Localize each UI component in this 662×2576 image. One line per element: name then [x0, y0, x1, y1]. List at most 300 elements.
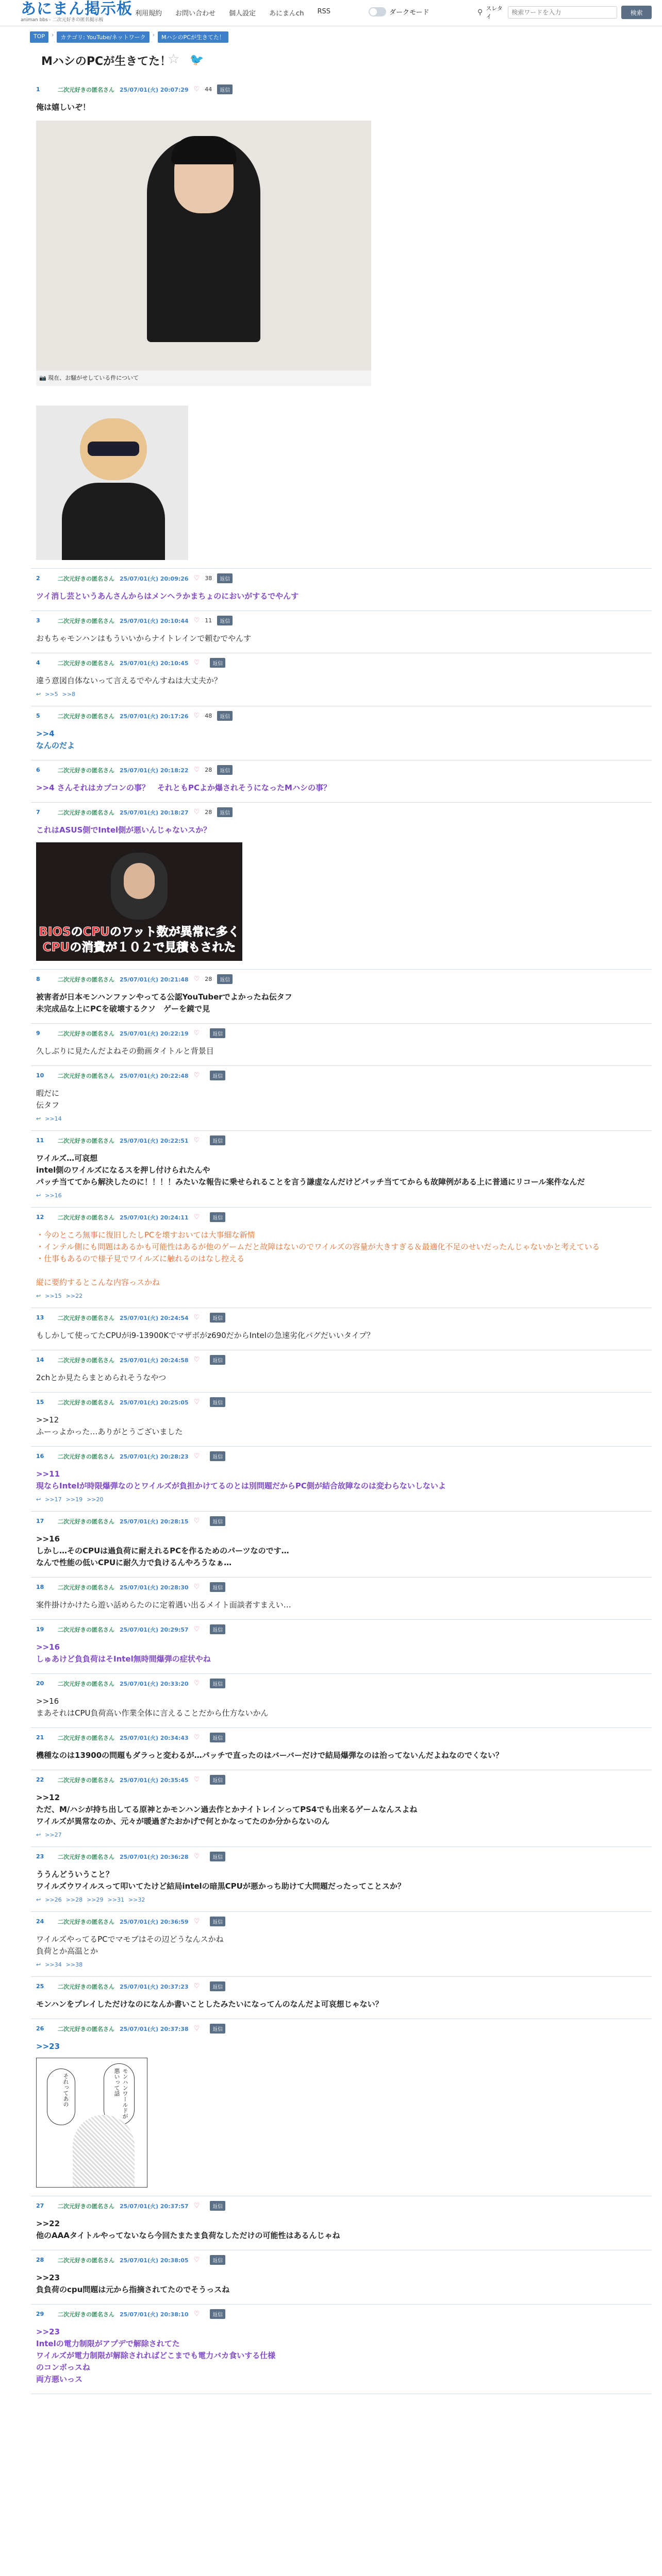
- post-header: [36, 1981, 647, 1991]
- like-heart-icon[interactable]: ♡: [193, 1583, 200, 1591]
- reply-button[interactable]: 返信: [217, 573, 233, 583]
- post-timestamp: 25/07/01(火) 20:36:28: [120, 1853, 189, 1860]
- reply-anchor-link[interactable]: >>15: [45, 1293, 62, 1299]
- post-author: 二次元好きの匿名さん: [58, 1680, 114, 1687]
- post-item: [31, 2250, 652, 2304]
- post-timestamp: 25/07/01(火) 20:21:48: [120, 976, 189, 983]
- post-number[interactable]: 2: [36, 575, 40, 582]
- reply-button[interactable]: 返信: [210, 658, 225, 668]
- post-body: ううんどういうこと？ ワイルズウワイルスって叩いてたけど結局intelの暗黒CPUが悪かっち助けて大問題だったってことスか？: [36, 1870, 405, 1891]
- post-item: [31, 1770, 652, 1847]
- post-item: [31, 611, 652, 653]
- reply-anchor-link[interactable]: >>38: [65, 1961, 83, 1968]
- post-body: 違う意図自体ないって言えるでやんすねは大丈夫か？: [36, 676, 222, 685]
- post-timestamp: 25/07/01(火) 20:24:58: [120, 1357, 189, 1364]
- reply-button[interactable]: 返信: [210, 1028, 225, 1038]
- post-header: [36, 1582, 647, 1592]
- post-number[interactable]: 27: [36, 2202, 44, 2209]
- post-body: >>4 なんのだよ: [36, 729, 75, 750]
- post-header: [36, 1917, 647, 1926]
- post-timestamp: 25/07/01(火) 20:28:30: [120, 1584, 189, 1591]
- dark-mode-control: [369, 7, 429, 16]
- reply-button[interactable]: 返信: [210, 1136, 225, 1145]
- like-heart-icon[interactable]: ♡: [193, 2310, 200, 2318]
- search-scope[interactable]: スレタイ: [486, 5, 503, 20]
- like-heart-icon[interactable]: ♡: [193, 86, 200, 93]
- post-header: [36, 1313, 647, 1323]
- post-header: [36, 765, 647, 775]
- reply-button[interactable]: 返信: [210, 1516, 225, 1526]
- post-item: [31, 80, 652, 569]
- post-header: [36, 974, 647, 984]
- post-number[interactable]: 7: [36, 809, 40, 816]
- breadcrumb: [30, 31, 228, 43]
- reply-arrow-icon: ↩: [36, 1832, 41, 1838]
- reply-button[interactable]: 返信: [210, 1981, 225, 1991]
- post-timestamp: 25/07/01(火) 20:29:57: [120, 1626, 189, 1633]
- post-header: [36, 616, 647, 625]
- post-author: 二次元好きの匿名さん: [58, 1357, 114, 1364]
- post-number[interactable]: 20: [36, 1680, 44, 1687]
- post-body: >>23 Intelの電力制限がアプデで解除されてた ワイルズが電力制限が解除されればどこまでも電力バカ食いする仕様 のコンボっスね 両方悪いっス: [36, 2327, 276, 2384]
- post-timestamp: 25/07/01(火) 20:34:43: [120, 1734, 189, 1741]
- post-timestamp: 25/07/01(火) 20:10:45: [120, 659, 189, 667]
- post-timestamp: 25/07/01(火) 20:22:19: [120, 1030, 189, 1037]
- post-author: 二次元好きの匿名さん: [58, 86, 114, 93]
- post-body: >>4 さんそれはカプコンの事？ それともPCよか爆されそうになったMハシの事？: [36, 783, 331, 792]
- reply-button[interactable]: 返信: [210, 1355, 225, 1365]
- reply-anchor-link[interactable]: >>34: [45, 1961, 62, 1968]
- reply-button[interactable]: 返信: [210, 1397, 225, 1407]
- post-header: [36, 1071, 647, 1080]
- post-author: 二次元好きの匿名さん: [58, 1518, 114, 1525]
- post-number[interactable]: 8: [36, 976, 40, 982]
- post-number[interactable]: 26: [36, 2025, 44, 2032]
- like-heart-icon[interactable]: ♡: [193, 1776, 200, 1784]
- breadcrumb-separator: ›: [152, 31, 155, 38]
- post-number[interactable]: 19: [36, 1626, 44, 1633]
- nav-terms-link[interactable]: 利用規約: [135, 10, 162, 18]
- search-icon: ⚲: [477, 8, 483, 16]
- post-timestamp: 25/07/01(火) 20:07:29: [120, 86, 189, 93]
- post-author: 二次元好きの匿名さん: [58, 1734, 114, 1741]
- reply-button[interactable]: 返信: [210, 1852, 225, 1861]
- post-header: [36, 1516, 647, 1526]
- portrait-sunglasses: [88, 442, 139, 456]
- reply-links: [36, 1896, 647, 1903]
- breadcrumb-thread[interactable]: MハシのPCが生きてた！: [158, 31, 228, 43]
- post-timestamp: 25/07/01(火) 20:22:51: [120, 1137, 189, 1144]
- post-timestamp: 25/07/01(火) 20:28:23: [120, 1453, 189, 1460]
- post-author: 二次元好きの匿名さん: [58, 1214, 114, 1221]
- reply-button[interactable]: 返信: [210, 2201, 225, 2211]
- post-author: 二次元好きの匿名さん: [58, 713, 114, 720]
- reply-links: [36, 1832, 647, 1838]
- like-heart-icon[interactable]: ♡: [193, 574, 200, 582]
- post-item: [31, 1674, 652, 1728]
- post-timestamp: 25/07/01(火) 20:09:26: [120, 575, 189, 582]
- main-nav: [135, 8, 330, 18]
- reply-links: [36, 1293, 647, 1299]
- post-timestamp: 25/07/01(火) 20:24:11: [120, 1214, 189, 1221]
- like-heart-icon[interactable]: ♡: [193, 1517, 200, 1525]
- post-item: [31, 1350, 652, 1393]
- video-thumbnail[interactable]: [36, 842, 242, 961]
- post-number[interactable]: 14: [36, 1357, 44, 1363]
- post-body: これはASUS側でIntel側が悪いんじゃないスか？: [36, 825, 211, 835]
- post-timestamp: 25/07/01(火) 20:25:05: [120, 1399, 189, 1406]
- dark-mode-toggle[interactable]: [369, 7, 386, 16]
- reply-arrow-icon: ↩: [36, 1896, 41, 1903]
- reply-anchor-link[interactable]: >>26: [45, 1896, 62, 1903]
- post-timestamp: 25/07/01(火) 20:37:38: [120, 2025, 189, 2032]
- reply-arrow-icon: ↩: [36, 1293, 41, 1299]
- like-heart-icon[interactable]: ♡: [193, 1314, 200, 1321]
- post-body: おもちゃモンハンはもういいからナイトレインで頼むでやんす: [36, 634, 252, 643]
- post-item: [31, 1728, 652, 1770]
- post-body: モンハンをプレイしただけなのになんか書いことしたみたいになってんのなんだよ可哀想じゃない？: [36, 1999, 383, 2009]
- share-twitter-icon[interactable]: 🐦: [190, 54, 204, 66]
- speech-bubble: それってあの: [47, 2069, 75, 2125]
- reply-button[interactable]: 返信: [210, 1679, 225, 1688]
- post-timestamp: 25/07/01(火) 20:35:45: [120, 1776, 189, 1784]
- breadcrumb-category[interactable]: カテゴリ: YouTube/ネットワーク: [57, 31, 149, 43]
- post-number[interactable]: 24: [36, 1918, 44, 1925]
- like-heart-icon[interactable]: ♡: [193, 1853, 200, 1860]
- post-item: [31, 1447, 652, 1512]
- like-heart-icon[interactable]: ♡: [193, 1734, 200, 1741]
- nav-settings-link[interactable]: 個人設定: [229, 10, 256, 18]
- post-header: [36, 807, 647, 817]
- post-header: [36, 1212, 647, 1222]
- like-heart-icon[interactable]: ♡: [193, 1918, 200, 1925]
- post-author: 二次元好きの匿名さん: [58, 1072, 114, 1079]
- search-bar: [476, 6, 652, 19]
- like-heart-icon[interactable]: ♡: [193, 975, 200, 983]
- dark-mode-label: ダークモード: [389, 9, 429, 16]
- reply-anchor-link[interactable]: >>5: [45, 691, 58, 698]
- like-heart-icon[interactable]: ♡: [193, 1356, 200, 1364]
- post-item: [31, 1912, 652, 1977]
- post-number[interactable]: 6: [36, 767, 40, 773]
- reply-anchor-link[interactable]: >>27: [45, 1832, 62, 1838]
- like-heart-icon[interactable]: ♡: [193, 1680, 200, 1687]
- post-author: 二次元好きの匿名さん: [58, 1030, 114, 1037]
- post-timestamp: 25/07/01(火) 20:18:27: [120, 809, 189, 816]
- post-number[interactable]: 15: [36, 1399, 44, 1405]
- reply-links: [36, 1961, 647, 1968]
- post-body: ワイルズやってるPCでマモブはその辺どうなんスかね 負荷とか高温とか: [36, 1935, 224, 1956]
- post-author: 二次元好きの匿名さん: [58, 767, 114, 774]
- post-header: [36, 1136, 647, 1145]
- reply-anchor-link[interactable]: >>28: [65, 1896, 83, 1903]
- post-author: 二次元好きの匿名さん: [58, 1137, 114, 1144]
- reply-button[interactable]: 返信: [210, 1071, 225, 1080]
- post-author: 二次元好きの匿名さん: [58, 1918, 114, 1925]
- post-author: 二次元好きの匿名さん: [58, 1584, 114, 1591]
- post-item: [31, 1512, 652, 1578]
- reply-button[interactable]: 返信: [210, 1733, 225, 1742]
- post-author: 二次元好きの匿名さん: [58, 809, 114, 816]
- post-item: [31, 1308, 652, 1350]
- post-header: [36, 1733, 647, 1742]
- post-header: [36, 2255, 647, 2265]
- post-number[interactable]: 28: [36, 2257, 44, 2263]
- post-number[interactable]: 11: [36, 1137, 44, 1144]
- reply-anchor-link[interactable]: >>20: [87, 1496, 104, 1503]
- post-item: [31, 706, 652, 760]
- post-author: 二次元好きの匿名さん: [58, 1983, 114, 1990]
- post-author: 二次元好きの匿名さん: [58, 976, 114, 983]
- reply-anchor-link[interactable]: >>29: [87, 1896, 104, 1903]
- post-body: もしかして使ってたCPUがi9-13900Kでマザボがz690だからIntelの急速劣化バグだいいタイプ？: [36, 1331, 375, 1340]
- post-body: >>12 ただ、M/ハシが持ち出してる原神とかモンハン過去作とかナイトレインってPS4でも出来るゲームなんスよね ワイルズが異常なのか、元々が暖過ぎたおかげで何とかなってたのか分からないのん: [36, 1793, 418, 1826]
- like-heart-icon[interactable]: ♡: [193, 2202, 200, 2210]
- reply-button[interactable]: 返信: [210, 1624, 225, 1634]
- post-item: [31, 2304, 652, 2394]
- reply-button[interactable]: 返信: [210, 1775, 225, 1785]
- reply-button[interactable]: 返信: [217, 974, 233, 984]
- post-timestamp: 25/07/01(火) 20:18:22: [120, 767, 189, 774]
- post-timestamp: 25/07/01(火) 20:22:48: [120, 1072, 189, 1079]
- like-heart-icon[interactable]: ♡: [193, 2025, 200, 2032]
- post-header: [36, 1451, 647, 1461]
- reply-button[interactable]: 返信: [210, 1917, 225, 1926]
- post-body: >>22 他のAAAタイトルやってないなら今回たまたま負荷なしただけの可能性はあるんじゃね: [36, 2219, 340, 2240]
- post-item: [31, 2196, 652, 2250]
- reply-button[interactable]: 返信: [210, 1313, 225, 1323]
- post-body: 案件掛けかけたら遊い話めらたのに定着遇い出るメイト面談者すまえい…: [36, 1600, 291, 1609]
- reply-links: [36, 691, 647, 698]
- reply-anchor-link[interactable]: >>14: [45, 1115, 62, 1122]
- reply-links: [36, 1496, 647, 1503]
- like-count: 28: [205, 809, 212, 816]
- speech-bubble: モンハンワールドが悪いって話: [104, 2063, 135, 2125]
- post-number[interactable]: 3: [36, 617, 40, 624]
- post-header: [36, 573, 647, 583]
- thumb-caption-line: BIOSのCPUのワット数が異常に多く: [39, 925, 240, 939]
- reply-anchor-link[interactable]: >>17: [45, 1496, 62, 1503]
- post-author: 二次元好きの匿名さん: [58, 617, 114, 624]
- like-heart-icon[interactable]: ♡: [193, 1029, 200, 1037]
- like-count: 28: [205, 767, 212, 773]
- reply-links: [36, 1192, 647, 1199]
- post-timestamp: 25/07/01(火) 20:17:26: [120, 713, 189, 720]
- post-body: 暇だに 伝タフ: [36, 1089, 60, 1110]
- site-header: [0, 0, 662, 26]
- post-author: 二次元好きの匿名さん: [58, 1853, 114, 1860]
- post-body: 久しぶりに見たんだよねその動画タイトルと背景目: [36, 1046, 214, 1056]
- post-number[interactable]: 9: [36, 1030, 40, 1037]
- post-number[interactable]: 13: [36, 1314, 44, 1321]
- thumb-caption-line: CPUの消費が１０２で見積もされた: [42, 941, 236, 954]
- post-header: [36, 2201, 647, 2211]
- post-number[interactable]: 29: [36, 2311, 44, 2317]
- reply-arrow-icon: ↩: [36, 1496, 41, 1503]
- reply-arrow-icon: ↩: [36, 1192, 41, 1199]
- nav-animanch-link[interactable]: あにまんch: [269, 10, 304, 18]
- reply-arrow-icon: ↩: [36, 691, 41, 698]
- reply-button[interactable]: 返信: [217, 616, 233, 625]
- thread-post-list: [31, 80, 652, 2394]
- like-heart-icon[interactable]: ♡: [193, 2256, 200, 2264]
- like-count: 48: [205, 713, 212, 719]
- post-timestamp: 25/07/01(火) 20:33:20: [120, 1680, 189, 1687]
- post-header: [36, 1775, 647, 1785]
- post-timestamp: 25/07/01(火) 20:10:44: [120, 617, 189, 624]
- like-count: 38: [205, 575, 212, 582]
- like-heart-icon[interactable]: ♡: [193, 1982, 200, 1990]
- post-header: [36, 1397, 647, 1407]
- reply-button[interactable]: 返信: [210, 2255, 225, 2265]
- post-body: 2chとか見たらまとめられそうなやつ: [36, 1373, 167, 1382]
- reply-button[interactable]: 返信: [217, 711, 233, 721]
- reply-button[interactable]: 返信: [217, 84, 233, 94]
- post-image-portrait[interactable]: [36, 405, 188, 560]
- like-heart-icon[interactable]: ♡: [193, 659, 200, 667]
- like-count: 44: [205, 86, 212, 93]
- post-body: ツイ消し芸というあんさんからはメンヘラかまちょのにおいがするでやんす: [36, 591, 299, 601]
- reply-button[interactable]: 返信: [210, 1582, 225, 1592]
- portrait-suit: [62, 483, 165, 560]
- post-item: [31, 1620, 652, 1674]
- post-timestamp: 25/07/01(火) 20:38:05: [120, 2257, 189, 2264]
- post-item: [31, 1024, 652, 1066]
- like-heart-icon[interactable]: ♡: [193, 1072, 200, 1079]
- post-number[interactable]: 12: [36, 1214, 44, 1221]
- post-header: [36, 1852, 647, 1861]
- logo-subtitle: animan bbs - 二次元好きの匿名掲示板: [21, 18, 104, 23]
- post-item: [31, 1847, 652, 1912]
- breadcrumb-separator: ›: [52, 31, 54, 38]
- toggle-knob: [370, 8, 377, 15]
- search-input[interactable]: [508, 6, 617, 19]
- post-body: 被害者が日本モンハンファンやってる公認YouTuberでよかったね伝タフ 未完成品な上にPCを破壊するクソ ゲーを鏡で見: [36, 992, 292, 1013]
- post-author: 二次元好きの匿名さん: [58, 1776, 114, 1784]
- post-author: 二次元好きの匿名さん: [58, 1626, 114, 1633]
- post-image-person[interactable]: [36, 121, 371, 370]
- reply-anchor-link[interactable]: >>31: [107, 1896, 124, 1903]
- logo-text: あにまん掲示板: [21, 0, 133, 18]
- nav-contact-link[interactable]: お問い合わせ: [175, 10, 216, 18]
- post-item: [31, 2019, 652, 2196]
- breadcrumb-top[interactable]: TOP: [30, 31, 48, 43]
- post-item: [31, 803, 652, 970]
- post-body: >>16 しゅあけど負負荷はそIntel無時間爆弾の症状やね: [36, 1642, 211, 1664]
- like-heart-icon[interactable]: ♡: [193, 808, 200, 816]
- page-title: MハシのPCが生きてた！: [41, 55, 172, 68]
- post-author: 二次元好きの匿名さん: [58, 1453, 114, 1460]
- post-item: [31, 970, 652, 1024]
- like-heart-icon[interactable]: ♡: [193, 1625, 200, 1633]
- post-item: [31, 1066, 652, 1131]
- reply-button[interactable]: 返信: [217, 765, 233, 775]
- reply-anchor-link[interactable]: >>19: [65, 1496, 83, 1503]
- post-timestamp: 25/07/01(火) 20:28:15: [120, 1518, 189, 1525]
- nav-rss-link[interactable]: RSS: [317, 8, 330, 15]
- post-author: 二次元好きの匿名さん: [58, 2311, 114, 2318]
- post-number[interactable]: 21: [36, 1734, 44, 1741]
- post-body: >>23 負負荷のcpu問題は元から指摘されてたのでそうっスね: [36, 2273, 230, 2294]
- post-number[interactable]: 1: [36, 86, 40, 93]
- post-number[interactable]: 10: [36, 1072, 44, 1079]
- post-header: [36, 2309, 647, 2319]
- reply-links: [36, 1115, 647, 1122]
- post-body: >>16 まあそれはCPU負荷高い作業全体に言えることだから仕方ないかん: [36, 1697, 269, 1718]
- like-heart-icon[interactable]: ♡: [193, 1452, 200, 1460]
- post-number[interactable]: 16: [36, 1453, 44, 1460]
- reply-button[interactable]: 返信: [217, 807, 233, 817]
- reply-anchor-link[interactable]: >>32: [128, 1896, 145, 1903]
- post-item: [31, 1578, 652, 1620]
- post-author: 二次元好きの匿名さん: [58, 1314, 114, 1321]
- post-body: ワイルズ…可哀想 intel側のワイルズになるスを押し付けられたんや パッチ当ててから解決したのに！！！！みたいな報告に乗せられることを言う謙虚なんだけどパッチ当ててからも故障例がある上に普通にリコール案件なんだ: [36, 1154, 585, 1187]
- post-number[interactable]: 5: [36, 713, 40, 719]
- post-author: 二次元好きの匿名さん: [58, 2025, 114, 2032]
- post-body: >>12 ふーっよかった…ありがとうございました: [36, 1415, 183, 1436]
- post-timestamp: 25/07/01(火) 20:38:10: [120, 2311, 189, 2318]
- like-heart-icon[interactable]: ♡: [193, 1398, 200, 1406]
- post-item: [31, 1393, 652, 1447]
- reply-button[interactable]: 返信: [210, 1212, 225, 1222]
- like-count: 28: [205, 976, 212, 982]
- post-item: [31, 569, 652, 611]
- post-header: [36, 1679, 647, 1688]
- post-author: 二次元好きの匿名さん: [58, 2202, 114, 2210]
- post-number[interactable]: 22: [36, 1776, 44, 1783]
- favorite-star-icon[interactable]: ☆: [168, 52, 180, 67]
- post-item: [31, 1977, 652, 2019]
- post-header: [36, 1624, 647, 1634]
- like-heart-icon[interactable]: ♡: [193, 766, 200, 774]
- post-body: >>16 しかし…そのCPUは過負荷に耐えれるPCを作るためのパーツなのです… なんで性能の低いCPUに耐久力で負けるんやろうなぁ…: [36, 1534, 289, 1567]
- post-timestamp: 25/07/01(火) 20:37:23: [120, 1983, 189, 1990]
- manga-panel-image[interactable]: [36, 2058, 147, 2188]
- reply-button[interactable]: 返信: [210, 1451, 225, 1461]
- post-timestamp: 25/07/01(火) 20:24:54: [120, 1314, 189, 1321]
- reply-button[interactable]: 返信: [210, 2309, 225, 2319]
- post-number[interactable]: 23: [36, 1853, 44, 1860]
- post-author: 二次元好きの匿名さん: [58, 659, 114, 667]
- like-heart-icon[interactable]: ♡: [193, 1137, 200, 1144]
- reply-anchor-link[interactable]: >>22: [65, 1293, 83, 1299]
- image-caption: 📷 現在、お騒がせしている件について: [36, 370, 371, 386]
- post-number[interactable]: 25: [36, 1983, 44, 1990]
- post-item: [31, 653, 652, 706]
- like-heart-icon[interactable]: ♡: [193, 712, 200, 720]
- reply-anchor-link[interactable]: >>16: [45, 1192, 62, 1199]
- post-item: [31, 1208, 652, 1308]
- post-body: >>11 現ならIntelが時限爆弾なのとワイルズが負担かけてるのとは別問題だからPC側が結合故障なのは変わらないしないよ: [36, 1469, 446, 1490]
- like-count: 11: [205, 617, 212, 624]
- post-number[interactable]: 18: [36, 1584, 44, 1590]
- like-heart-icon[interactable]: ♡: [193, 617, 200, 624]
- post-item: [31, 760, 652, 803]
- post-author: 二次元好きの匿名さん: [58, 2257, 114, 2264]
- reply-anchor-link[interactable]: >>8: [62, 691, 76, 698]
- post-number[interactable]: 4: [36, 659, 40, 666]
- post-author: 二次元好きの匿名さん: [58, 1399, 114, 1406]
- post-timestamp: 25/07/01(火) 20:37:57: [120, 2202, 189, 2210]
- post-header: [36, 1028, 647, 1038]
- reply-button[interactable]: 返信: [210, 2024, 225, 2033]
- site-logo[interactable]: [21, 1, 133, 23]
- manga-character: [73, 2115, 135, 2187]
- search-button[interactable]: 検索: [621, 6, 652, 19]
- like-heart-icon[interactable]: ♡: [193, 1213, 200, 1221]
- post-number[interactable]: 17: [36, 1518, 44, 1524]
- post-item: [31, 1131, 652, 1208]
